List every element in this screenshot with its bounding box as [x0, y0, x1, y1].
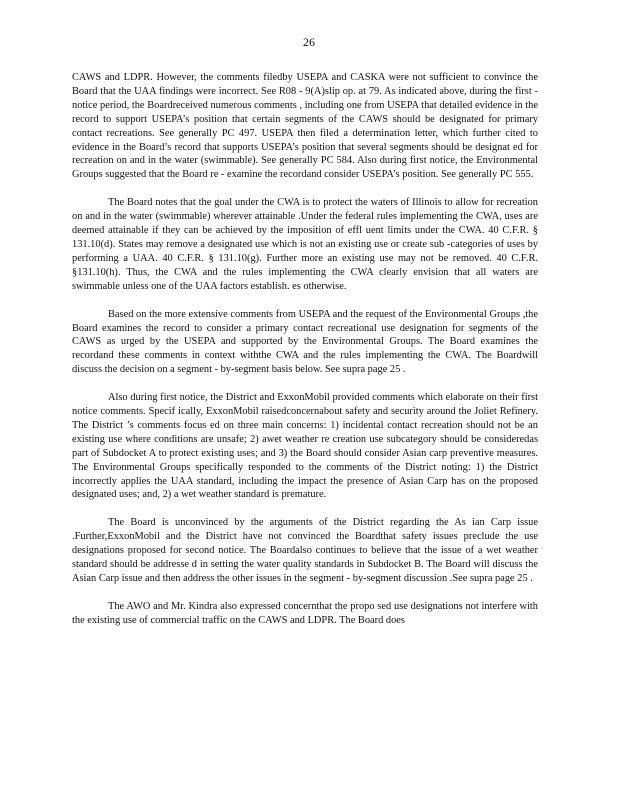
paragraph-6: The AWO and Mr. Kindra also expressed concernthat the propo sed use designations not interfere with the existing use of commercial traffic on the CAWS and LDPR. The Board does — [72, 600, 538, 626]
paragraph-5: The Board is unconvinced by the arguments of the District regarding the As ian Carp issue .Further,ExxonMobil and the District have not convinced the Boardthat safety issues preclude the use designations proposed for second notice. The Boardalso continues to believe that the issue of a wet weather standard should be addresse d in setting the water quality standards in Subdocket B. The Board will discuss the Asian Carp issue and then address the other issues in the segment - by-segment discussion .See supra page 25 . — [72, 517, 538, 584]
paragraph-4: Also during first notice, the District and ExxonMobil provided comments which elaborate on their first notice comments. Specif ically, ExxonMobil raisedconcernabout safety and security around the Joliet Refinery. The District ’s comments focus ed on three main concerns: 1) incidental contact recreation should not be an existing use where conditions are unsafe; 2) awet weather re creation use subcategory should be consideredas part of Subdocket A to protect existing uses; and 3) the Board should consider Asian carp preventive measures. The Environmental Groups specifically responded to the comments of the District noting: 1) the District incorrectly applies the UAA standard, including the impact the presence of Asian Carp has on the proposed designated uses; and, 2) a wet weather standard is premature. — [72, 392, 538, 501]
page-number: 26 — [303, 35, 315, 49]
paragraph-3: Based on the more extensive comments from USEPA and the request of the Environmental Groups ,the Board examines the record to consider a primary contact recreational use designation for segments of the CAWS as urged by the USEPA and supported by the Environmental Groups. The Board examines the recordand these comments in context withthe CWA and the rules implementing the CWA. The Boardwill discuss the decision on a segment - by-segment basis below. See supra page 25 . — [72, 308, 538, 376]
document-body — [72, 71, 538, 642]
paragraph-1: CAWS and LDPR. However, the comments filedby USEPA and CASKA were not sufficient to convince the Board that the UAA findings were incorrect. See R08 - 9(A)slip op. at 79. As indicated above, during the first -notice period, the Boardreceived numerous comments , including one from USEPA that detailed evidence in the record to support USEPA’s position that certain segments of the CAWS should be designated for primary contact recreations. See generally PC 497. USEPA then filed a determination letter, which further cited to evidence in the Board’s record that supports USEPA’s position that several segments should be designat ed for recreation on and in the water (swimmable). See generally PC 584. Also during first notice, the Environmental Groups suggested that the Board re - examine the recordand consider USEPA’s position. See generally PC 555. — [72, 72, 538, 181]
paragraph-2: The Board notes that the goal under the CWA is to protect the waters of Illinois to allow for recreation on and in the water (swimmable) wherever attainable .Under the federal rules implementing the CWA, uses are deemed attainable if they can be achieved by the imposition of effl uent limits under the CWA. 40 C.F.R. § 131.10(d). States may remove a designated use which is not an existing use or create sub -categories of uses by performing a UAA. 40 C.F.R. § 131.10(g). Further more an existing use may not be removed. 40 C.F.R. §131.10(h). Thus, the CWA and the rules implementing the CWA clearly envision that all waters are swimmable unless one of the UAA factors establish. es otherwise. — [72, 197, 538, 292]
